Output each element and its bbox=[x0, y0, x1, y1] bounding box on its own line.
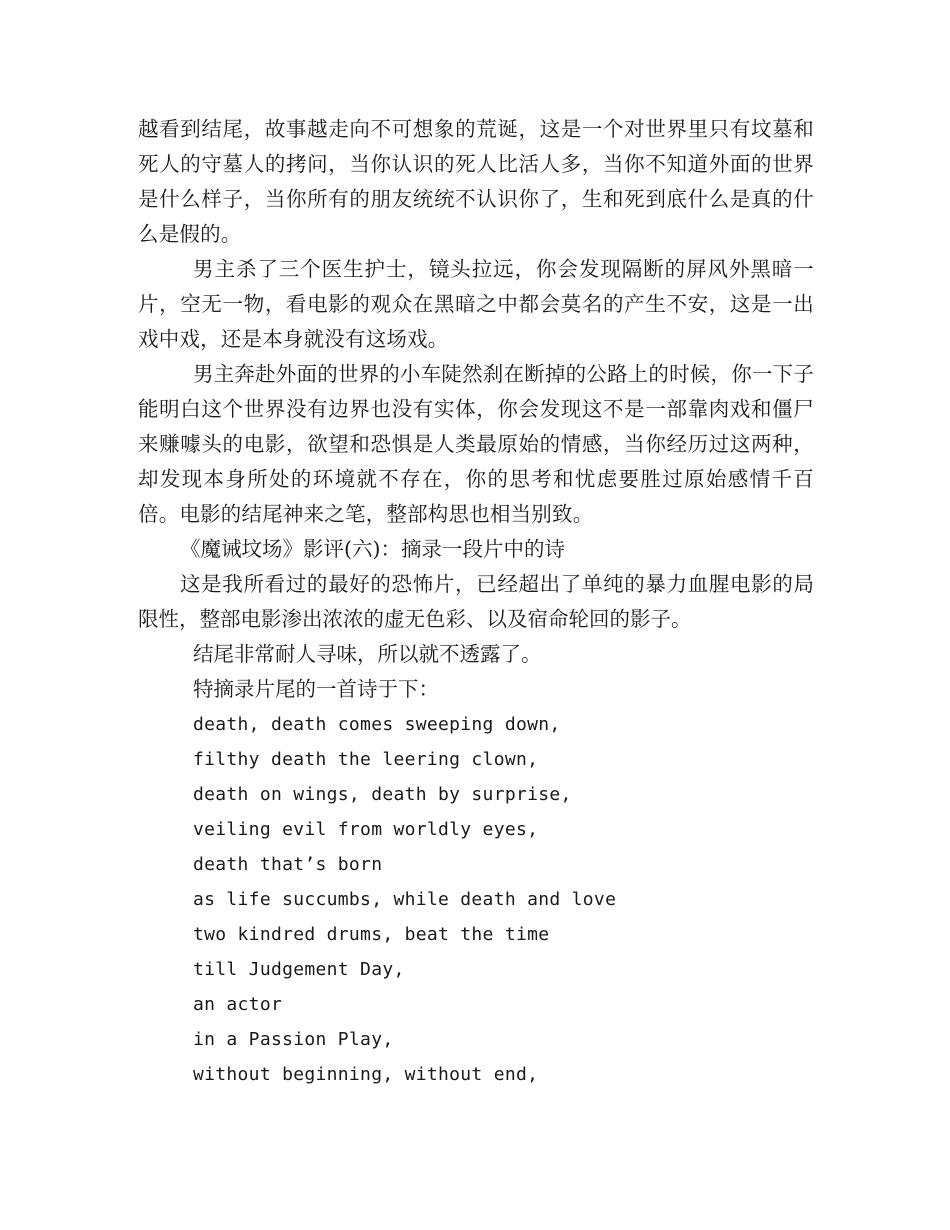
poem-line: two kindred drums, beat the time bbox=[193, 924, 550, 945]
paragraph-graveyard-keeper: 越看到结尾，故事越走向不可想象的荒诞，这是一个对世界里只有坟墓和死人的守墓人的拷问，当你认识的死人比活人多，当你不知道外面的世界是什么样子，当你所有的朋友统统不认识你了，生和死到底什么是真的什么是假的。 bbox=[138, 117, 814, 246]
document-page bbox=[138, 112, 814, 1092]
review-intro: 这是我所看过的最好的恐怖片，已经超出了单纯的暴力血腥电影的局限性，整部电影渗出浓浓的虚无色彩、以及宿命轮回的影子。 bbox=[138, 572, 814, 631]
paragraph-broken-road: 男主奔赴外面的世界的小车陡然刹在断掉的公路上的时候，你一下子能明白这个世界没有边界也没有实体，你会发现这不是一部靠肉戏和僵尸来赚噱头的电影，欲望和恐惧是人类最原始的情感，当你经历过这两种，却发现本身所处的环境就不存在，你的思考和忧虑要胜过原始感情千百倍。电影的结尾神来之笔，整部构思也相当别致。 bbox=[138, 362, 814, 526]
poem-line: as life succumbs, while death and love bbox=[193, 889, 617, 910]
poem-line: filthy death the leering clown, bbox=[193, 749, 539, 770]
poem-line: death on wings, death by surprise, bbox=[193, 784, 572, 805]
poem-line: death, death comes sweeping down, bbox=[193, 714, 561, 735]
poem-line: without beginning, without end, bbox=[193, 1064, 539, 1085]
poem-line: veiling evil from worldly eyes, bbox=[193, 819, 539, 840]
paragraph-doctors-nurses: 男主杀了三个医生护士，镜头拉远，你会发现隔断的屏风外黑暗一片，空无一物，看电影的观众在黑暗之中都会莫名的产生不安，这是一出戏中戏，还是本身就没有这场戏。 bbox=[138, 257, 814, 351]
poem-intro: 特摘录片尾的一首诗于下： bbox=[193, 677, 439, 701]
poem-line: in a Passion Play, bbox=[193, 1029, 394, 1050]
poem bbox=[138, 707, 814, 1092]
poem-line: death that’s born bbox=[193, 854, 383, 875]
poem-line: an actor bbox=[193, 994, 283, 1015]
ending-note: 结尾非常耐人寻味，所以就不透露了。 bbox=[193, 642, 542, 666]
poem-line: till Judgement Day, bbox=[193, 959, 405, 980]
section-title: 《魔诫坟场》影评(六)：摘录一段片中的诗 bbox=[180, 537, 565, 561]
